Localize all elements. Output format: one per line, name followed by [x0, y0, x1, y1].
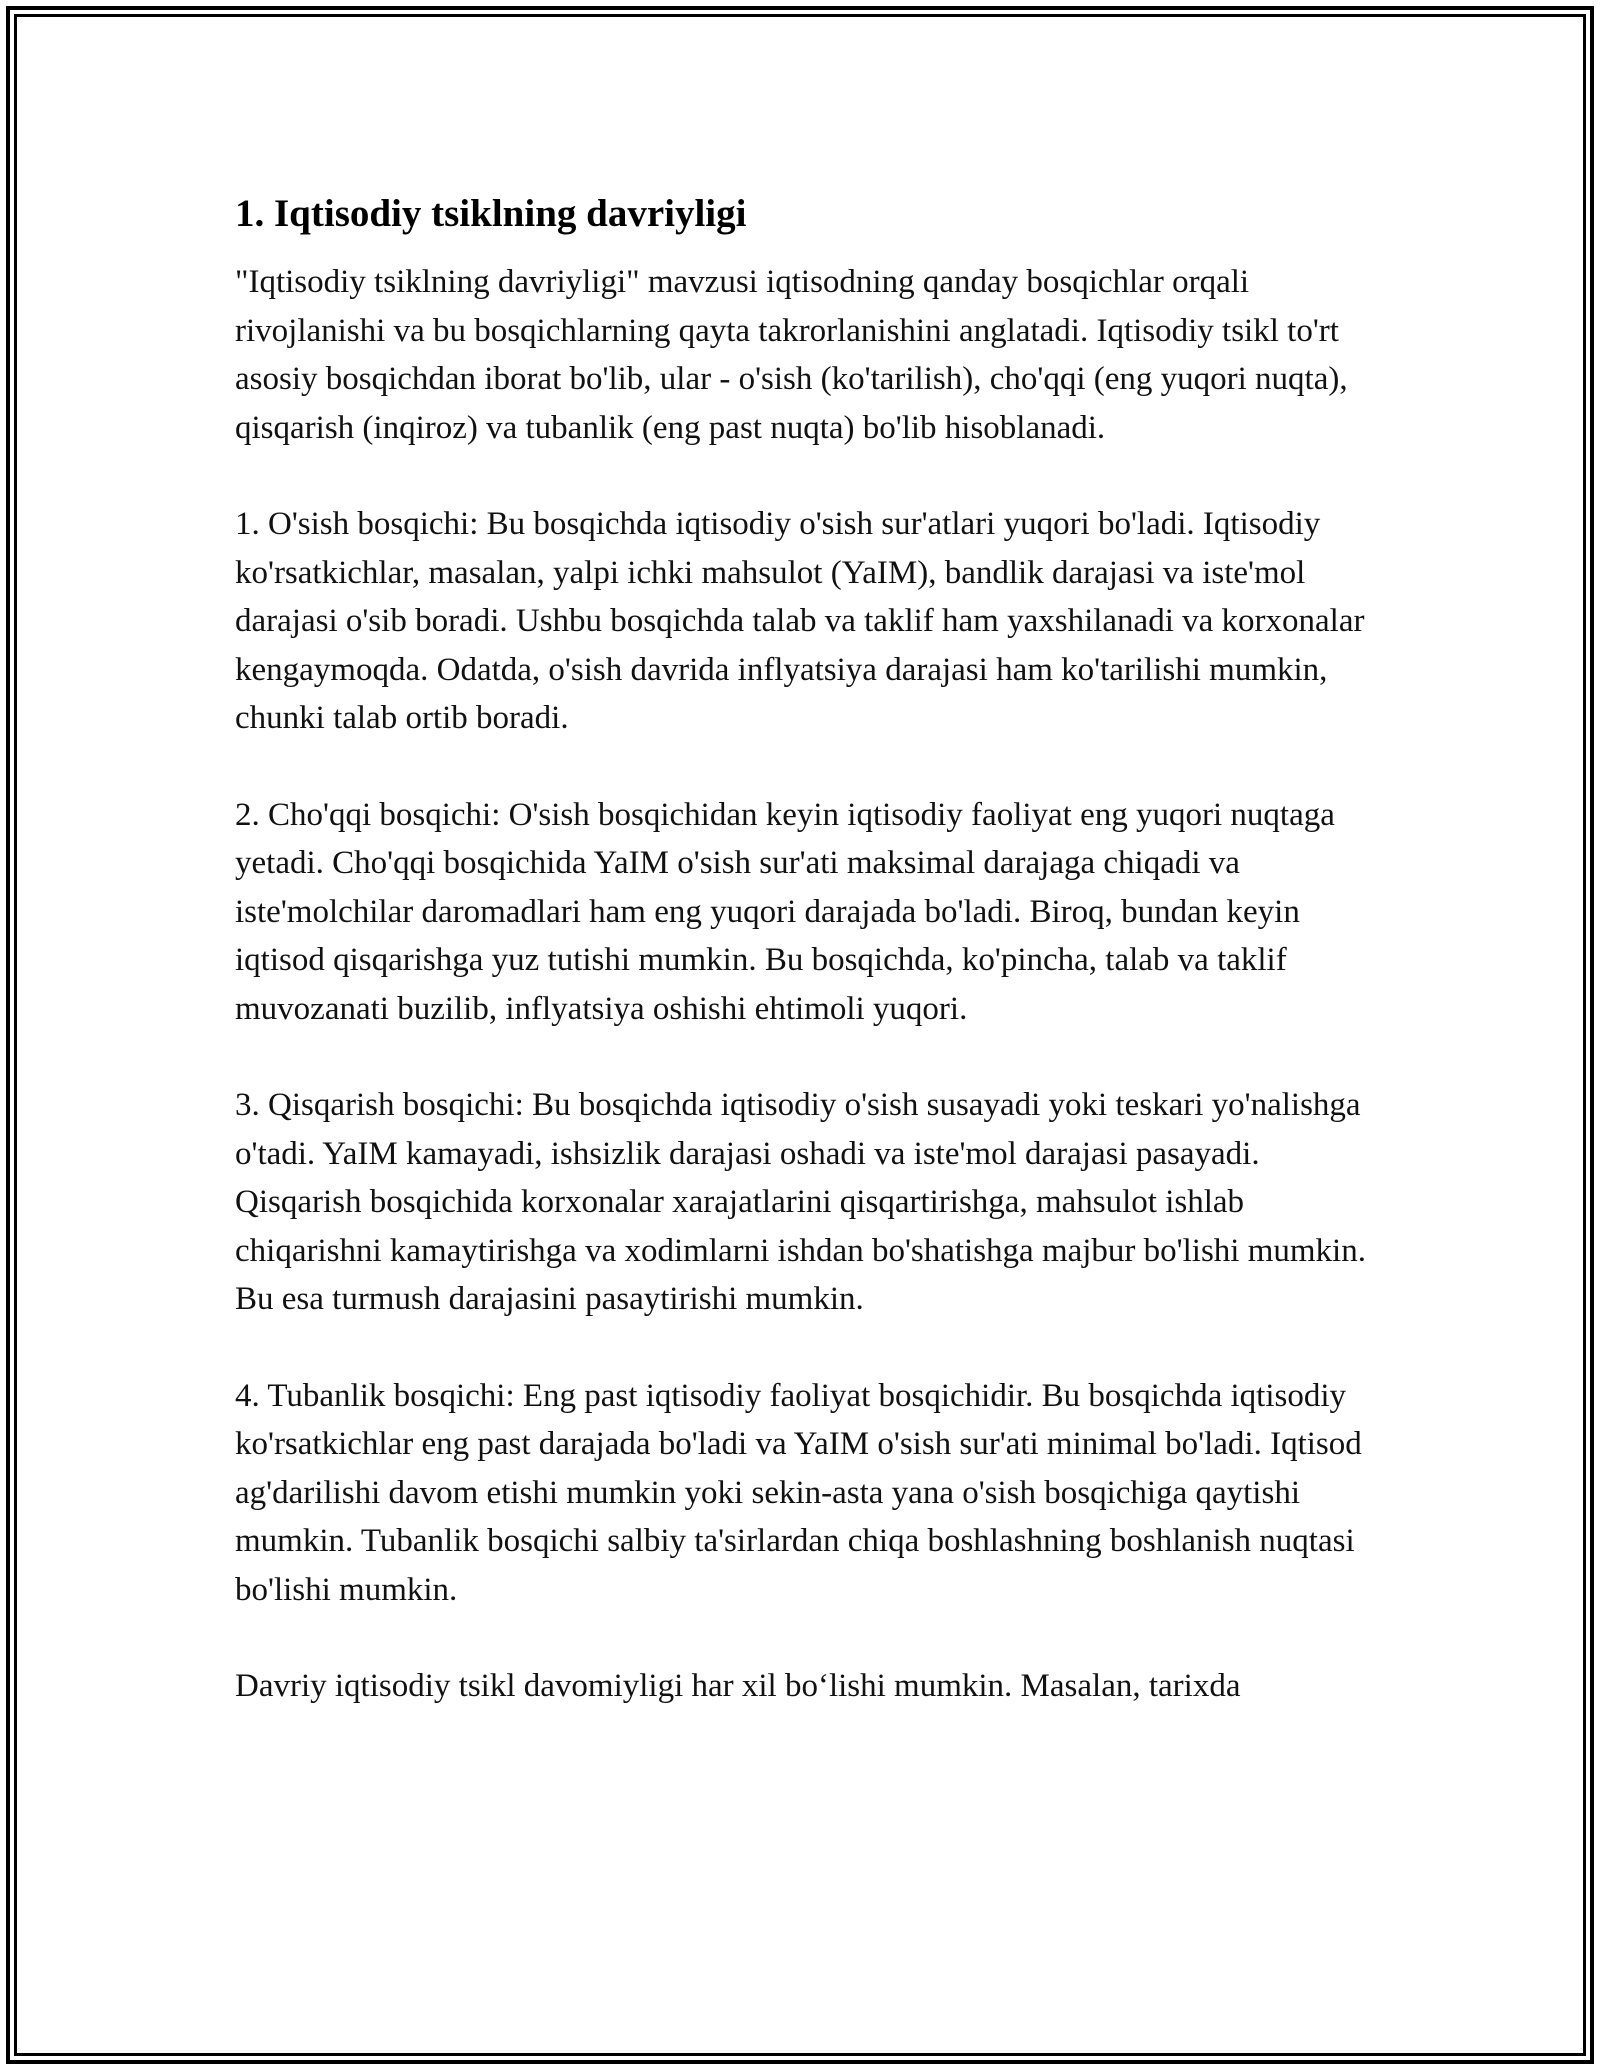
paragraph-contraction-stage: 3. Qisqarish bosqichi: Bu bosqichda iqtisodiy o'sish susayadi yoki teskari yo'nalishga o'tadi. YaIM kamayadi, ishsizlik darajasi oshadi va iste'mol darajasi pasayadi. Qisqarish bosqichida korxonalar xarajatlarini qisqartirishga, mahsulot ishlab chiqarishni kamaytirishga va xodimlarni ishdan bo'shatishga majbur bo'lishi mumkin. Bu esa turmush darajasini pasaytirishi mumkin. [235, 1087, 1366, 1317]
document-body [235, 190, 1375, 1759]
section-heading: 1. Iqtisodiy tsiklning davriyligi [235, 192, 747, 235]
paragraph-peak-stage: 2. Cho'qqi bosqichi: O'sish bosqichidan keyin iqtisodiy faoliyat eng yuqori nuqtaga yetadi. Cho'qqi bosqichida YaIM o'sish sur'ati maksimal darajaga chiqadi va iste'molchilar daromadlari ham eng yuqori darajada bo'ladi. Biroq, bundan keyin iqtisod qisqarishga yuz tutishi mumkin. Bu bosqichda, ko'pincha, talab va taklif muvozanati buzilib, inflyatsiya oshishi ehtimoli yuqori. [235, 796, 1335, 1027]
paragraph-trough-stage: 4. Tubanlik bosqichi: Eng past iqtisodiy faoliyat bosqichidir. Bu bosqichda iqtisodiy ko'rsatkichlar eng past darajada bo'ladi va YaIM o'sish sur'ati minimal bo'ladi. Iqtisod ag'darilishi davom etishi mumkin yoki sekin-asta yana o'sish bosqichiga qaytishi mumkin. Tubanlik bosqichi salbiy ta'sirlardan chiqa boshlashning boshlanish nuqtasi bo'lishi mumkin. [235, 1377, 1362, 1608]
paragraph-cycle-duration: Davriy iqtisodiy tsikl davomiyligi har xil bo‘lishi mumkin. Masalan, tarixda [235, 1668, 1241, 1704]
paragraph-intro: "Iqtisodiy tsiklning davriyligi" mavzusi iqtisodning qanday bosqichlar orqali rivojlanishi va bu bosqichlarning qayta takrorlanishini anglatadi. Iqtisodiy tsikl to'rt asosiy bosqichdan iborat bo'lib, ular - o'sish (ko'tarilish), cho'qqi (eng yuqori nuqta), qisqarish (inqiroz) va tubanlik (eng past nuqta) bo'lib hisoblanadi. [235, 264, 1348, 446]
paragraph-growth-stage: 1. O'sish bosqichi: Bu bosqichda iqtisodiy o'sish sur'atlari yuqori bo'ladi. Iqtisodiy ko'rsatkichlar, masalan, yalpi ichki mahsulot (YaIM), bandlik darajasi va iste'mol darajasi o'sib boradi. Ushbu bosqichda talab va taklif ham yaxshilanadi va korxonalar kengaymoqda. Odatda, o'sish davrida inflyatsiya darajasi ham ko'tarilishi mumkin, chunki talab ortib boradi. [235, 506, 1365, 736]
